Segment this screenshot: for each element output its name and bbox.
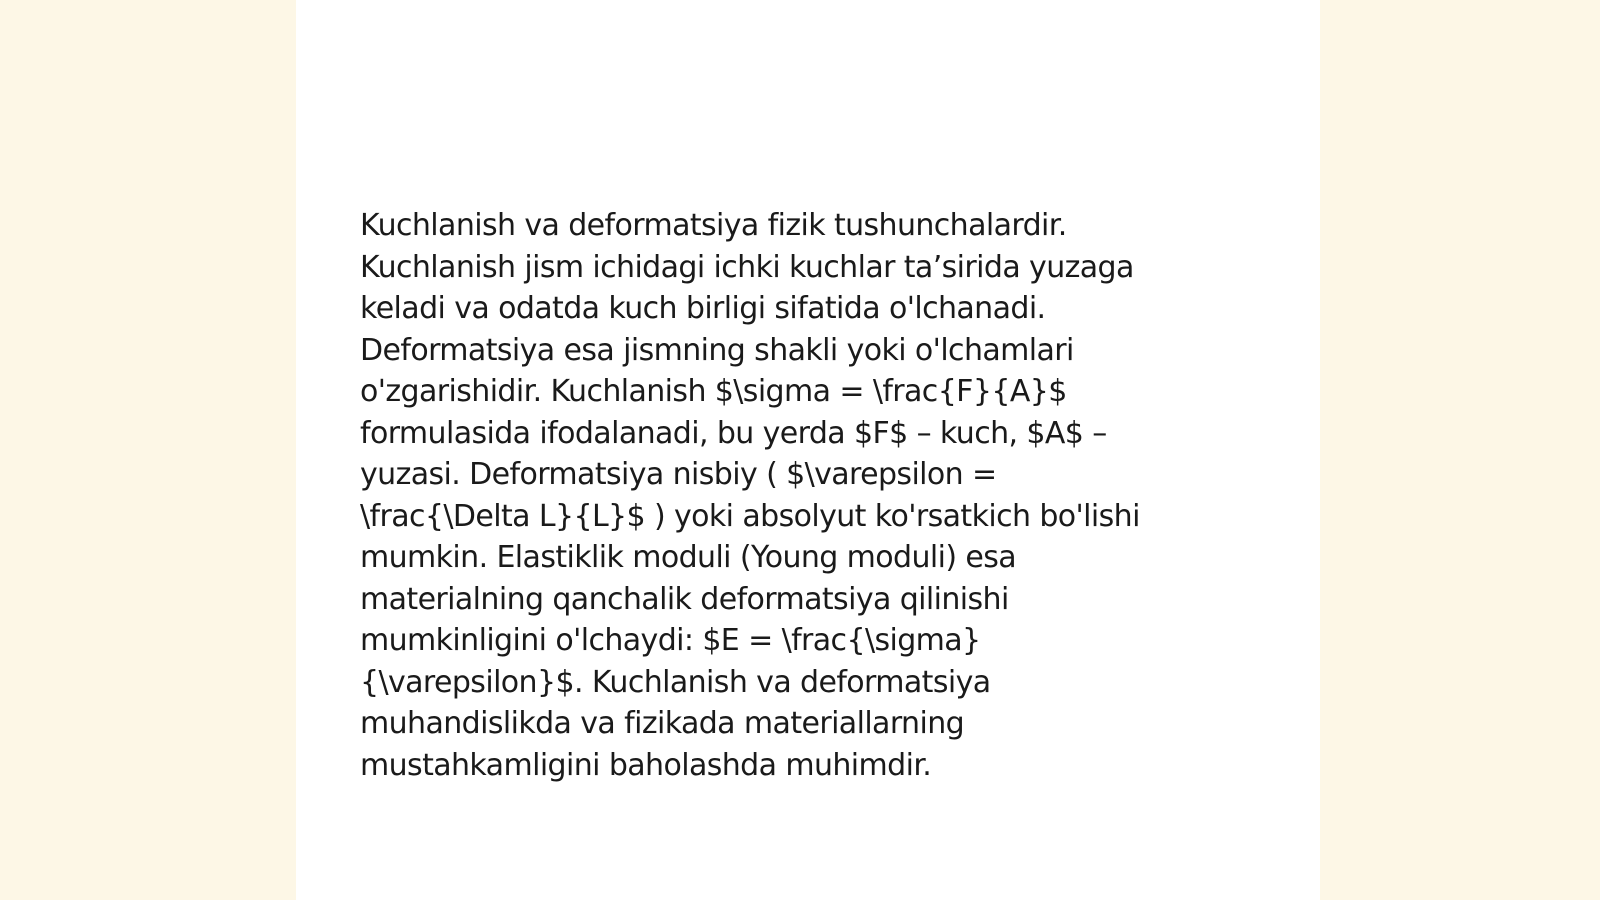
paragraph-line: \frac{\Delta L}{L}$ ) yoki absolyut ko'rsatkich bo'lishi [360,498,1140,534]
paragraph-line: materialning qanchalik deformatsiya qilinishi [360,581,1009,617]
paragraph-line: mumkinligini o'lchaydi: $E = \frac{\sigma} [360,623,981,658]
paragraph-line: mustahkamligini baholashda muhimdir. [360,747,932,783]
paragraph-line: Kuchlanish va deformatsiya fizik tushunchalardir. [360,208,1067,243]
paragraph-line: Deformatsiya esa jismning shakli yoki o'lchamlari [360,332,1074,368]
paragraph-line: yuzasi. Deformatsiya nisbiy ( $\varepsilon = [360,457,997,492]
paragraph-line: formulasida ifodalanadi, bu yerda $F$ – kuch, $A$ – [360,415,1107,451]
body-paragraph [360,205,1240,786]
paragraph-line: keladi va odatda kuch birligi sifatida o'lchanadi. [360,291,1046,326]
document-page [296,0,1320,900]
paragraph-line: muhandislikda va fizikada materiallarning [360,706,965,741]
paragraph-line: mumkin. Elastiklik moduli (Young moduli) esa [360,540,1017,575]
paragraph-line: o'zgarishidir. Kuchlanish $\sigma = \frac{F}{A}$ [360,374,1067,409]
paragraph-line: {\varepsilon}$. Kuchlanish va deformatsiya [360,664,991,700]
paragraph-line: Kuchlanish jism ichidagi ichki kuchlar ta’sirida yuzaga [360,249,1134,285]
